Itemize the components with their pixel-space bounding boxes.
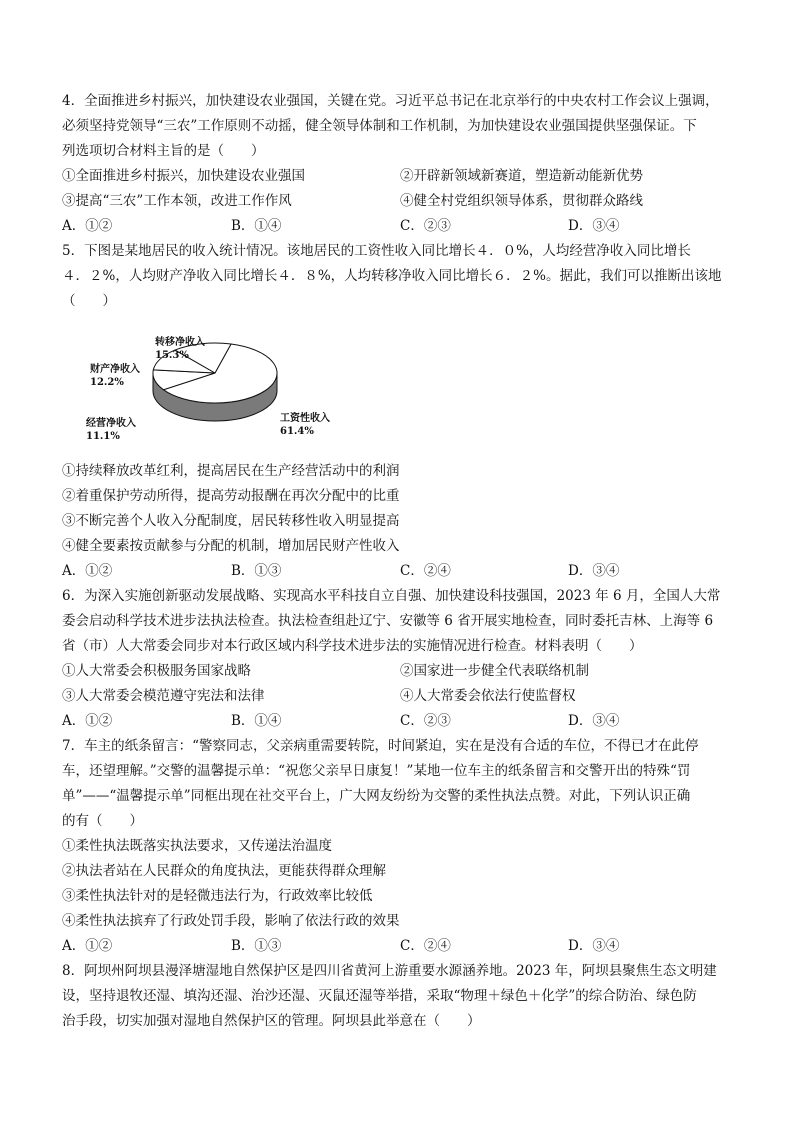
pie-label-value-3: 12.2% [90, 377, 124, 388]
q6-choice-a[interactable]: A．①② [62, 713, 113, 729]
q5-stem-line-2: ４．２%，人均财产净收入同比增长４．８%，人均转移净收入同比增长６．２%。据此，我们可以推断出该地 [62, 268, 722, 284]
q5-item-3: ③不断完善个人收入分配制度，居民转移性收入明显提高 [62, 513, 400, 529]
q7-stem-line-1: 7．车主的纸条留言：“警察同志，父亲病重需要转院，时间紧迫，实在是没有合适的车位，不得已才在此停 [62, 738, 699, 754]
q4-item-1: ①全面推进乡村振兴，加快建设农业强国 [62, 168, 305, 184]
q6-stem-line-2: 委会启动科学技术进步法执法检查。执法检查组赴辽宁、安徽等 6 省开展实地检查，同时委托吉林、上海等 6 [62, 613, 714, 629]
q6-item-4: ④人大常委会依法行使监督权 [400, 688, 576, 704]
q7-choice-c[interactable]: C．②④ [400, 938, 451, 954]
q4-choice-a[interactable]: A．①② [62, 218, 113, 234]
q5-stem-line-3: （ ） [62, 293, 116, 309]
pie-label-name-2: 经营净收入 [86, 418, 136, 429]
pie-label-name-4: 转移净收入 [155, 337, 205, 348]
q4-stem-line-1: 4．全面推进乡村振兴，加快建设农业强国，关键在党。习近平总书记在北京举行的中央农村工作会议上强调， [62, 93, 719, 109]
q7-choice-b[interactable]: B．①③ [231, 938, 282, 954]
q8-stem-line-1: 8．阿坝州阿坝县漫泽塘湿地自然保护区是四川省黄河上游重要水源涵养地。2023 年，阿坝县聚焦生态文明建 [62, 963, 717, 979]
q7-stem-line-3: 单”——“温馨提示单”同框出现在社交平台上，广大网友纷纷为交警的柔性执法点赞。对此，下列认识正确 [62, 788, 691, 804]
q4-stem-line-2: 必须坚持党领导“三农”工作原则不动摇，健全领导体制和工作机制，为加快建设农业强国提供坚强保证。下 [62, 118, 697, 134]
q4-choice-c[interactable]: C．②③ [400, 218, 451, 234]
q6-choice-d[interactable]: D．③④ [568, 713, 620, 729]
q6-item-3: ③人大常委会模范遵守宪法和法律 [62, 688, 265, 704]
pie-label-value-4: 15.3% [155, 350, 189, 361]
q5-item-2: ②着重保护劳动所得，提高劳动报酬在再次分配中的比重 [62, 488, 400, 504]
pie-label-value-2: 11.1% [86, 431, 120, 442]
pie-label-name-1: 工资性收入 [280, 413, 330, 424]
q6-choice-b[interactable]: B．①④ [231, 713, 282, 729]
q7-item-4: ④柔性执法摈弃了行政处罚手段，影响了依法行政的效果 [62, 913, 400, 929]
q6-item-1: ①人大常委会积极服务国家战略 [62, 663, 251, 679]
q6-stem-line-1: 6．为深入实施创新驱动发展战略、实现高水平科技自立自强、加快建设科技强国，2023 年 6 月，全国人大常 [62, 588, 721, 604]
q5-choice-c[interactable]: C．②④ [400, 563, 451, 579]
q5-item-1: ①持续释放改革红利，提高居民在生产经营活动中的利润 [62, 463, 400, 479]
q7-item-3: ③柔性执法针对的是轻微违法行为，行政效率比较低 [62, 888, 373, 904]
q5-item-4: ④健全要素按贡献参与分配的机制，增加居民财产性收入 [62, 538, 400, 554]
q6-item-2: ②国家进一步健全代表联络机制 [400, 663, 589, 679]
q5-stem-line-1: 5．下图是某地居民的收入统计情况。该地居民的工资性收入同比增长４．０%，人均经营净收入同比增长 [62, 243, 691, 259]
q4-item-2: ②开辟新领域新赛道，塑造新动能新优势 [400, 168, 643, 184]
q5-choice-a[interactable]: A．①② [62, 563, 113, 579]
q4-choice-b[interactable]: B．①④ [231, 218, 282, 234]
q7-choice-a[interactable]: A．①② [62, 938, 113, 954]
q7-item-2: ②执法者站在人民群众的角度执法，更能获得群众理解 [62, 863, 386, 879]
q5-choice-d[interactable]: D．③④ [568, 563, 620, 579]
q7-stem-line-2: 车，还望理解。”交警的温馨提示单：“祝您父亲早日康复！”某地一位车主的纸条留言和交警开出的特殊“罚 [62, 763, 691, 779]
pie-label-name-3: 财产净收入 [90, 364, 140, 375]
q7-item-1: ①柔性执法既落实执法要求，又传递法治温度 [62, 838, 332, 854]
q6-stem-line-3: 省（市）人大常委会同步对本行政区域内科学技术进步法的实施情况进行检查。材料表明（ ） [62, 638, 643, 654]
q4-item-4: ④健全村党组织领导体系，贯彻群众路线 [400, 193, 643, 209]
q8-stem-line-3: 治手段，切实加强对湿地自然保护区的管理。阿坝县此举意在（ ） [62, 1013, 481, 1029]
q7-choice-d[interactable]: D．③④ [568, 938, 620, 954]
q4-stem-line-3: 列选项切合材料主旨的是（ ） [62, 143, 265, 159]
q6-choice-c[interactable]: C．②③ [400, 713, 451, 729]
q8-stem-line-2: 设，坚持退牧还湿、填沟还湿、治沙还湿、灭鼠还湿等举措，采取“物理＋绿色＋化学”的综合防治、绿色防 [62, 988, 697, 1004]
q7-stem-line-4: 的有（ ） [62, 813, 143, 829]
q4-item-3: ③提高“三农”工作本领，改进工作作风 [62, 193, 292, 209]
q5-choice-b[interactable]: B．①③ [231, 563, 282, 579]
q4-choice-d[interactable]: D．③④ [568, 218, 620, 234]
pie-label-value-1: 61.4% [280, 426, 314, 437]
income-pie-chart [80, 325, 380, 455]
